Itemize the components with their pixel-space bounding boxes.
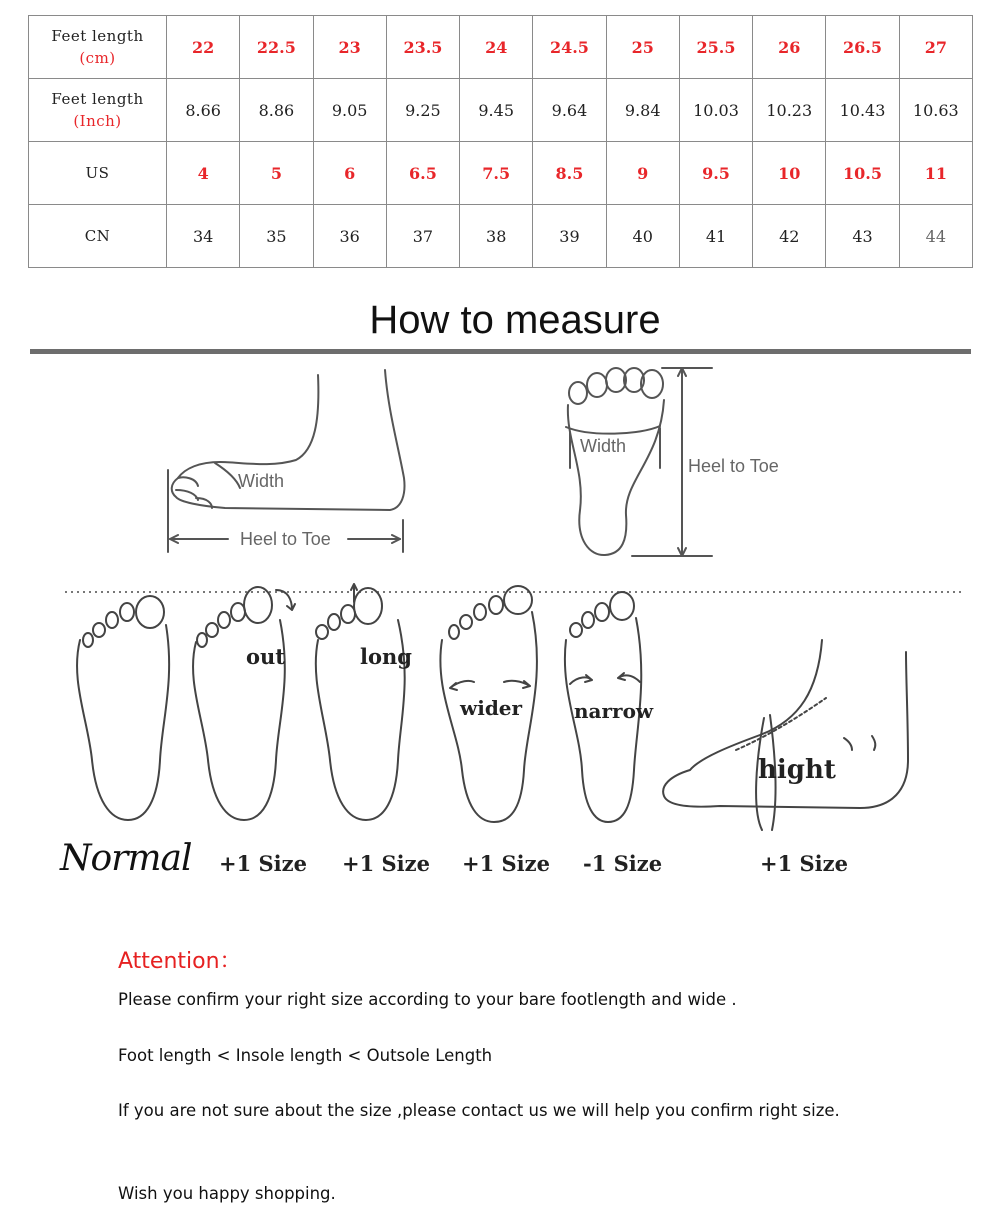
- side-width-label: Width: [238, 471, 285, 491]
- table-cell: 9.45: [460, 79, 533, 142]
- long-foot-icon: [316, 584, 405, 820]
- table-cell: 38: [460, 205, 533, 268]
- out-foot-icon: [193, 587, 295, 820]
- table-cell: 42: [753, 205, 826, 268]
- table-cell: 8.66: [167, 79, 240, 142]
- wider-label: wider: [460, 696, 523, 720]
- table-cell: 22: [167, 16, 240, 79]
- size-adjust-wider: +1 Size: [462, 851, 550, 876]
- section-title: How to measure: [369, 298, 661, 342]
- table-cell: 43: [826, 205, 899, 268]
- table-cell: 10.43: [826, 79, 899, 142]
- size-table: [28, 15, 973, 268]
- narrow-label: narrow: [574, 699, 654, 723]
- table-cell: 25.5: [679, 16, 752, 79]
- normal-foot-icon: [77, 596, 169, 820]
- row-header: CN: [29, 205, 167, 268]
- table-cell: 10: [753, 142, 826, 205]
- row-header: US: [29, 142, 167, 205]
- side-heel-to-toe-label: Heel to Toe: [240, 529, 331, 549]
- table-cell: 39: [533, 205, 606, 268]
- table-cell: 8.86: [240, 79, 313, 142]
- long-label: long: [360, 644, 412, 669]
- table-row-feet-length-cm: [29, 16, 973, 79]
- table-cell: 9: [606, 142, 679, 205]
- table-cell: 9.05: [313, 79, 386, 142]
- unit-label: (cm): [79, 49, 116, 67]
- table-cell: 22.5: [240, 16, 313, 79]
- table-cell: 26: [753, 16, 826, 79]
- hight-label: hight: [758, 755, 836, 785]
- row-header: Feet length (Inch): [29, 79, 167, 142]
- table-cell: 40: [606, 205, 679, 268]
- size-adjust-hight: +1 Size: [760, 851, 848, 876]
- table-cell: 11: [899, 142, 972, 205]
- table-cell: 24: [460, 16, 533, 79]
- attention-line: Wish you happy shopping.: [118, 1184, 336, 1203]
- top-heel-to-toe-label: Heel to Toe: [688, 456, 779, 476]
- table-cell: 35: [240, 205, 313, 268]
- table-cell: 7.5: [460, 142, 533, 205]
- table-cell: 9.84: [606, 79, 679, 142]
- size-adjust-narrow: -1 Size: [583, 851, 663, 876]
- table-cell: 4: [167, 142, 240, 205]
- attention-line: Please confirm your right size according to your bare footlength and wide .: [118, 990, 737, 1009]
- table-row-cn: [29, 205, 973, 268]
- table-cell: 10.63: [899, 79, 972, 142]
- table-row-feet-length-inch: [29, 79, 973, 142]
- table-cell: 8.5: [533, 142, 606, 205]
- divider: [30, 349, 971, 354]
- table-cell: 9.25: [386, 79, 459, 142]
- table-cell: 24.5: [533, 16, 606, 79]
- foot-illustrations: [0, 360, 1000, 880]
- table-cell: 10.5: [826, 142, 899, 205]
- table-cell: 34: [167, 205, 240, 268]
- table-cell: 9.5: [679, 142, 752, 205]
- normal-label: Normal: [60, 838, 192, 879]
- table-cell: 23.5: [386, 16, 459, 79]
- size-adjust-long: +1 Size: [342, 851, 430, 876]
- hight-foot-icon: [663, 640, 908, 830]
- table-cell: 10.23: [753, 79, 826, 142]
- table-cell: 36: [313, 205, 386, 268]
- table-cell: 6: [313, 142, 386, 205]
- row-header: Feet length (cm): [29, 16, 167, 79]
- attention-line: Foot length < Insole length < Outsole Length: [118, 1046, 493, 1065]
- table-cell: 9.64: [533, 79, 606, 142]
- unit-label: (Inch): [73, 112, 122, 130]
- out-label: out: [246, 644, 285, 669]
- table-cell: 23: [313, 16, 386, 79]
- table-row-us: [29, 142, 973, 205]
- attention-title: Attention：: [118, 949, 242, 974]
- side-view-foot-icon: [168, 370, 404, 552]
- table-cell: 25: [606, 16, 679, 79]
- attention-line: If you are not sure about the size ,please contact us we will help you confirm right size.: [118, 1101, 840, 1120]
- top-width-label: Width: [580, 436, 627, 456]
- table-cell: 10.03: [679, 79, 752, 142]
- table-cell: 6.5: [386, 142, 459, 205]
- table-cell: 5: [240, 142, 313, 205]
- table-cell: 44: [899, 205, 972, 268]
- table-cell: 27: [899, 16, 972, 79]
- size-adjust-out: +1 Size: [219, 851, 307, 876]
- table-cell: 37: [386, 205, 459, 268]
- table-cell: 26.5: [826, 16, 899, 79]
- table-cell: 41: [679, 205, 752, 268]
